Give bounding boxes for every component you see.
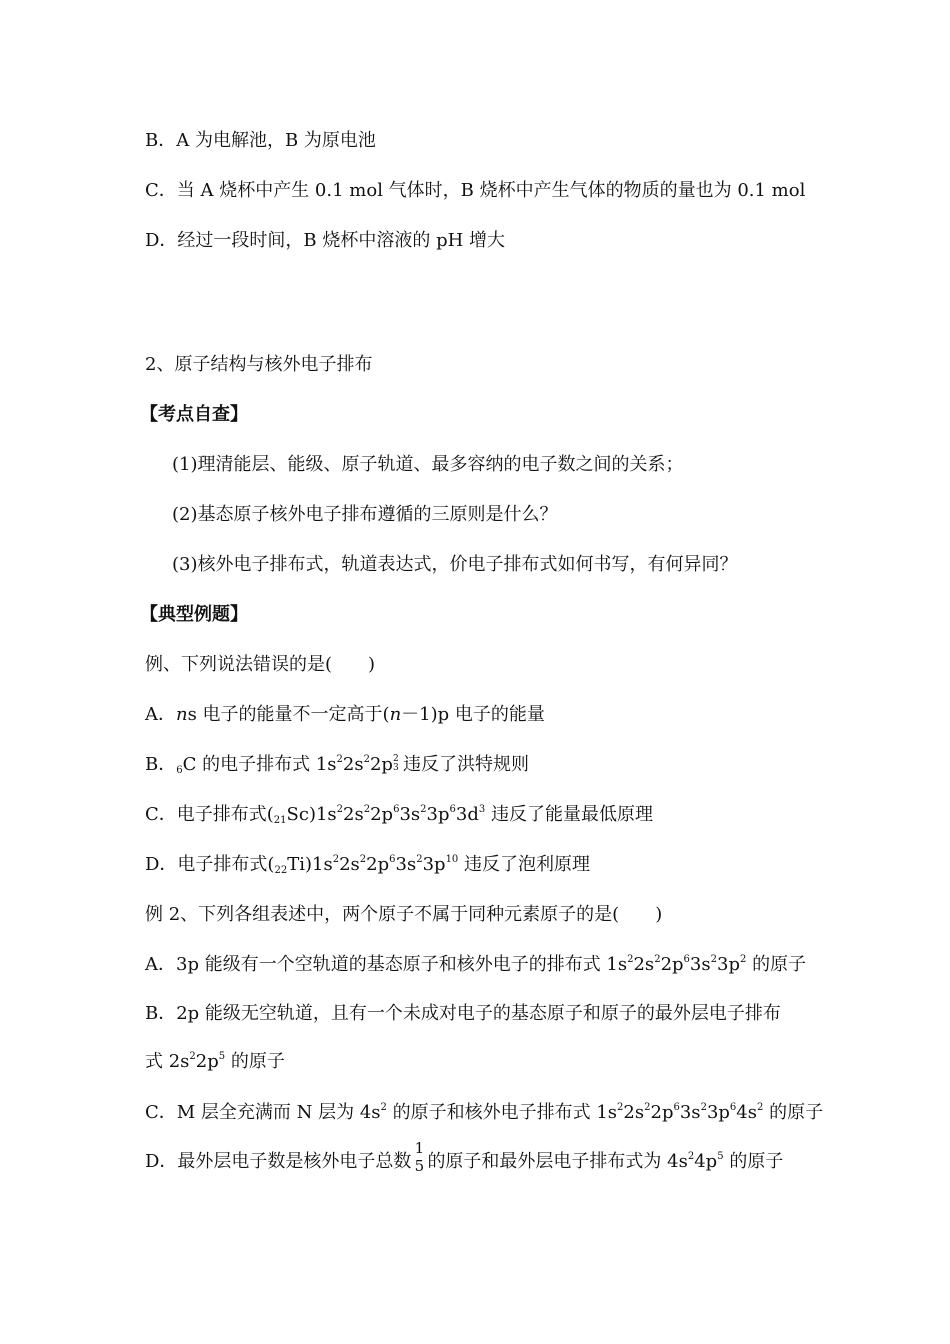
example1-option-d: D．电子排布式$(_{22}Ti)1s^22s^22p^63s^23p^{10}$ 违反了泡利原理 bbox=[145, 854, 591, 876]
check-item-3: (3)核外电子排布式，轨道表达式，价电子排布式如何书写，有何异同？ bbox=[172, 554, 738, 575]
example1-stem: 例、下列说法错误的是( ) bbox=[145, 654, 376, 675]
self-check-heading: 【考点自查】 bbox=[140, 404, 248, 425]
example2-stem: 例 2、下列各组表述中，两个原子不属于同种元素原子的是( ) bbox=[145, 904, 663, 925]
orbital-stack: 2 3 bbox=[392, 754, 399, 773]
example2-option-a: A．3p 能级有一个空轨道的基态原子和核外电子的排布式 $1s^22s^22p^63s^23p^2$ 的原子 bbox=[145, 954, 807, 975]
example2-option-d: D．最外层电子数是核外电子总数 1 5 的原子和最外层电子排布式为 $4s^24p^5$ 的原子 bbox=[145, 1139, 784, 1175]
prev-option-c: C．当 A 烧杯中产生 0.1 mol 气体时，B 烧杯中产生气体的物质的量也为 0.1 mol bbox=[145, 180, 806, 201]
example1-option-a: A．ns 电子的能量不一定高于(n－1)p 电子的能量 bbox=[145, 704, 545, 725]
fraction-one-fifth: 1 5 bbox=[414, 1139, 425, 1175]
examples-heading: 【典型例题】 bbox=[140, 604, 248, 625]
check-item-1: (1)理清能层、能级、原子轨道、最多容纳的电子数之间的关系； bbox=[172, 454, 684, 475]
prev-option-b: B．A 为电解池，B 为原电池 bbox=[145, 130, 376, 151]
section-title: 2、原子结构与核外电子排布 bbox=[145, 354, 373, 375]
example2-option-b-line1: B．2p 能级无空轨道，且有一个未成对电子的基态原子和原子的最外层电子排布 bbox=[145, 1003, 781, 1024]
example1-option-b: B．$_6$C 的电子排布式 $1s^22s^22p$ 2 3 违反了洪特规则 bbox=[145, 754, 529, 776]
example1-option-c: C．电子排布式$(_{21}Sc)1s^22s^22p^63s^23p^63d^3$ 违反了能量最低原理 bbox=[145, 804, 653, 826]
check-item-2: (2)基态原子核外电子排布遵循的三原则是什么？ bbox=[172, 504, 558, 525]
prev-option-d: D．经过一段时间，B 烧杯中溶液的 pH 增大 bbox=[145, 230, 506, 251]
example2-option-c: C．M 层全充满而 N 层为 $4s^2$ 的原子和核外电子排布式 $1s^22s^22p^63s^23p^64s^2$ 的原子 bbox=[145, 1102, 824, 1123]
example2-option-b-line2: 式 $2s^22p^5$ 的原子 bbox=[145, 1051, 285, 1072]
